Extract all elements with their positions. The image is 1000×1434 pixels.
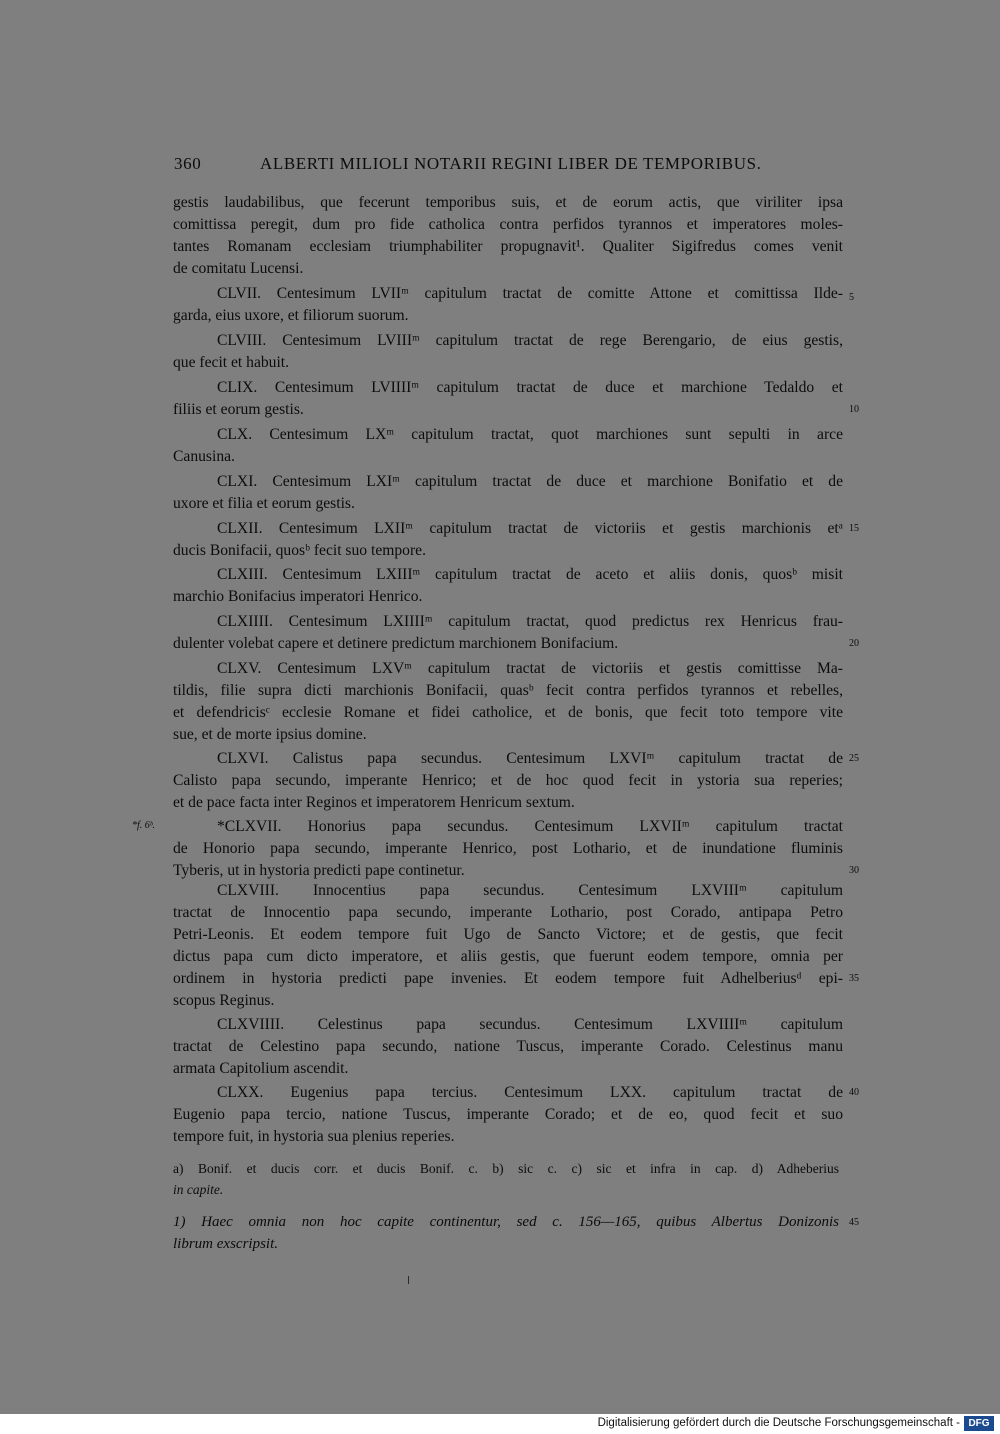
text-line: ordinem in hystoria predicti pape invenies. Et eodem tempore fuit Adhelberiusᵈ epi- bbox=[173, 970, 843, 987]
text-line: scopus Reginus. bbox=[173, 992, 275, 1009]
line-number: 5 bbox=[849, 292, 854, 303]
chapter-entry-clxvi: CLXVI. Calistus papa secundus. Centesimum LXVIᵐ capitulum tractat de bbox=[217, 750, 843, 767]
text-line: tantes Romanam ecclesiam triumphabiliter propugnavit¹. Qualiter Sigifredus comes venit bbox=[173, 238, 843, 255]
text-line: que fecit et habuit. bbox=[173, 354, 290, 371]
line-number: 20 bbox=[849, 638, 859, 649]
text-line: Eugenio papa tercio, natione Tuscus, imperante Corado; et de eo, quod fecit et suo bbox=[173, 1106, 843, 1123]
text-line: filiis et eorum gestis. bbox=[173, 401, 304, 418]
line-number: 40 bbox=[849, 1087, 859, 1098]
text-line: dulenter volebat capere et detinere predictum marchionem Bonifacium. bbox=[173, 635, 619, 652]
line-number: 10 bbox=[849, 404, 859, 415]
chapter-entry-clxx: CLXX. Eugenius papa tercius. Centesimum LXX. capitulum tractat de bbox=[217, 1084, 843, 1101]
folio-marker: *f. 6ᵇ. bbox=[132, 820, 155, 831]
text-line: Calisto papa secundo, imperante Henrico; et de hoc quod fecit in ystoria sua reperies; bbox=[173, 772, 843, 789]
chapter-entry-clxi: CLXI. Centesimum LXIᵐ capitulum tractat de duce et marchione Bonifatio et de bbox=[217, 473, 843, 490]
text-line: armata Capitolium ascendit. bbox=[173, 1060, 349, 1077]
text-line: uxore et filia et eorum gestis. bbox=[173, 495, 355, 512]
text-line: ducis Bonifacii, quosᵇ fecit suo tempore. bbox=[173, 542, 426, 559]
line-number: 30 bbox=[849, 865, 859, 876]
chapter-entry-clviii: CLVIII. Centesimum LVIIIᵐ capitulum tractat de rege Berengario, de eius gestis, bbox=[217, 332, 843, 349]
page-mark bbox=[408, 1276, 409, 1284]
chapter-entry-clix: CLIX. Centesimum LVIIIIᵐ capitulum tractat de duce et marchione Tedaldo et bbox=[217, 379, 843, 396]
text-line: Petri-Leonis. Et eodem tempore fuit Ugo de Sancto Victore; et de gestis, que fecit bbox=[173, 926, 843, 943]
line-number: 25 bbox=[849, 753, 859, 764]
dfg-logo: DFG bbox=[964, 1416, 994, 1431]
digitization-footer bbox=[0, 1414, 1000, 1434]
text-line: tractat de Celestino papa secundo, natione Tuscus, imperante Corado. Celestinus manu bbox=[173, 1038, 843, 1055]
footnote-line: 1) Haec omnia non hoc capite continentur, sed c. 156—165, quibus Albertus Donizonis bbox=[173, 1214, 839, 1230]
text-line: sue, et de morte ipsius domine. bbox=[173, 726, 367, 743]
chapter-entry-clxv: CLXV. Centesimum LXVᵐ capitulum tractat de victoriis et gestis comittisse Ma- bbox=[217, 660, 843, 677]
chapter-entry-clxii: CLXII. Centesimum LXIIᵐ capitulum tractat de victoriis et gestis marchionis etᵃ bbox=[217, 520, 843, 537]
footnote-line: librum exscripsit. bbox=[173, 1236, 278, 1252]
chapter-entry-clvii: CLVII. Centesimum LVIIᵐ capitulum tractat de comitte Attone et comittissa Ilde- bbox=[217, 285, 843, 302]
chapter-entry-clxviiii: CLXVIIII. Celestinus papa secundus. Centesimum LXVIIIIᵐ capitulum bbox=[217, 1016, 843, 1033]
running-header bbox=[174, 152, 842, 176]
text-line: et defendricisᶜ ecclesie Romane et fidei catholice, et de bonis, que fecit toto tempore vite bbox=[173, 704, 843, 721]
text-line: tempore fuit, in hystoria sua plenius reperies. bbox=[173, 1128, 455, 1145]
text-line: tildis, filie supra dicti marchionis Bonifacii, quasᵇ fecit contra perfidos tyrannos et rebelles, bbox=[173, 682, 843, 699]
text-line: comittissa peregit, dum pro fide catholica contra perfidos tyrannos et imperatores moles- bbox=[173, 216, 843, 233]
text-line: Tyberis, ut in hystoria predicti pape continetur. bbox=[173, 862, 465, 879]
text-line: marchio Bonifacius imperatori Henrico. bbox=[173, 588, 423, 605]
text-line: de Honorio papa secundo, imperante Henrico, post Lothario, et de inundatione fluminis bbox=[173, 840, 843, 857]
apparatus-line: a) Bonif. et ducis corr. et ducis Bonif. c. b) sic c. c) sic et infra in cap. d) Adheberius bbox=[173, 1161, 839, 1176]
footer-credit: Digitalisierung gefördert durch die Deutsche Forschungsgemeinschaft - bbox=[597, 1417, 960, 1429]
apparatus-line: in capite. bbox=[173, 1182, 224, 1197]
text-line: dictus papa cum dicto imperatore, et aliis gestis, que fuerunt eodem tempore, omnia per bbox=[173, 948, 843, 965]
text-line: garda, eius uxore, et filiorum suorum. bbox=[173, 307, 409, 324]
page-number: 360 bbox=[174, 154, 202, 173]
line-number: 15 bbox=[849, 523, 859, 534]
chapter-entry-clxiii: CLXIII. Centesimum LXIIIᵐ capitulum tractat de aceto et aliis donis, quosᵇ misit bbox=[217, 566, 843, 583]
chapter-entry-clx: CLX. Centesimum LXᵐ capitulum tractat, quot marchiones sunt sepulti in arce bbox=[217, 426, 843, 443]
chapter-entry-clxiiii: CLXIIII. Centesimum LXIIIIᵐ capitulum tractat, quod predictus rex Henricus frau- bbox=[217, 613, 843, 630]
chapter-entry-clxviii: CLXVIII. Innocentius papa secundus. Centesimum LXVIIIᵐ capitulum bbox=[217, 882, 843, 899]
line-number: 45 bbox=[849, 1217, 859, 1228]
text-line: et de pace facta inter Reginos et imperatorem Henricum sextum. bbox=[173, 794, 575, 811]
line-number: 35 bbox=[849, 973, 859, 984]
text-line: de comitatu Lucensi. bbox=[173, 260, 304, 277]
text-line: tractat de Innocentio papa secundo, imperante Lothario, post Corado, antipapa Petro bbox=[173, 904, 843, 921]
text-line: Canusina. bbox=[173, 448, 235, 465]
text-line: gestis laudabilibus, que fecerunt temporibus suis, et de eorum actis, que viriliter ipsa bbox=[173, 194, 843, 211]
running-title: ALBERTI MILIOLI NOTARII REGINI LIBER DE TEMPORIBUS. bbox=[260, 154, 762, 173]
chapter-entry-clxvii: *CLXVII. Honorius papa secundus. Centesimum LXVIIᵐ capitulum tractat bbox=[217, 818, 843, 835]
